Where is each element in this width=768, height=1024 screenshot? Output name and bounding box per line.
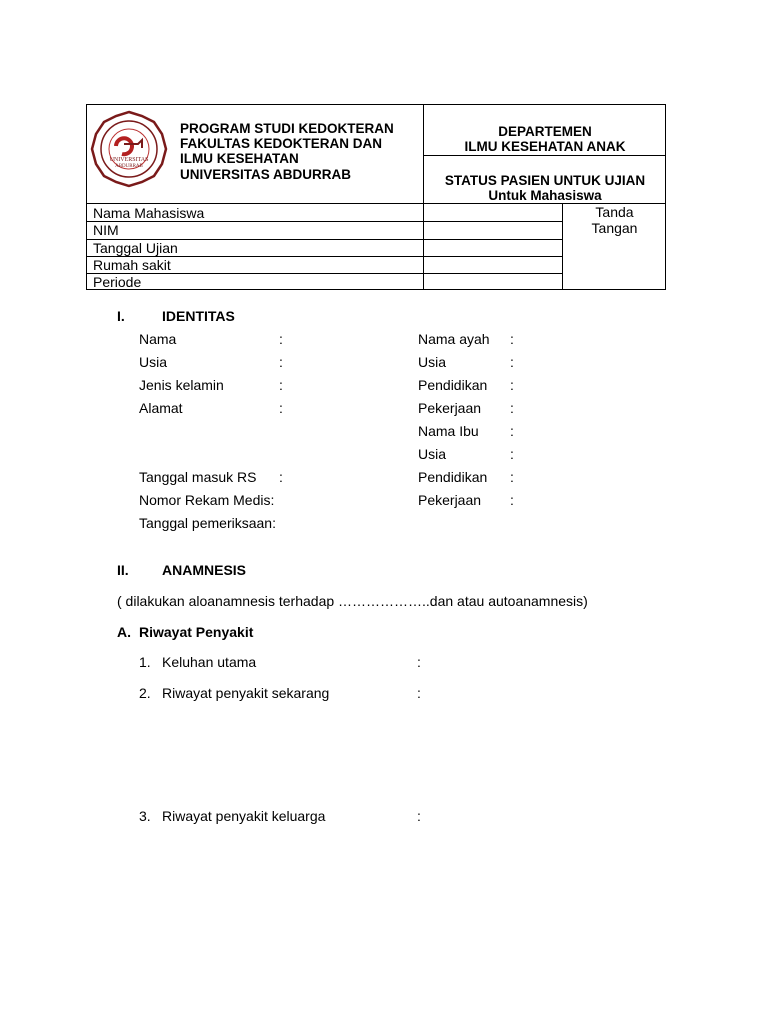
field-nama-ibu-label: Nama Ibu bbox=[418, 423, 479, 439]
program-line-3: ILMU KESEHATAN bbox=[180, 151, 299, 166]
university-logo-icon bbox=[90, 110, 168, 188]
field-pendidikan-ayah-sep: : bbox=[510, 377, 514, 393]
logo-text-1: UNIVERSITAS bbox=[109, 157, 149, 163]
field-pekerjaan-ayah-label: Pekerjaan bbox=[418, 400, 482, 416]
item-1-number: 1. bbox=[139, 654, 151, 670]
section-1-number: I. bbox=[117, 308, 125, 324]
status-line-1: STATUS PASIEN UNTUK UJIAN bbox=[444, 173, 646, 188]
field-nama-ayah-label: Nama ayah bbox=[418, 331, 490, 347]
subsection-a-title: Riwayat Penyakit bbox=[139, 624, 254, 640]
field-usia-sep: : bbox=[279, 354, 283, 370]
field-pekerjaan-ayah-sep: : bbox=[510, 400, 514, 416]
anamnesis-note: ( dilakukan aloanamnesis terhadap ………………..dan atau autoanamnesis) bbox=[117, 593, 588, 609]
logo-text-2: ABDURRAB bbox=[115, 164, 143, 169]
field-nama-ayah-sep: : bbox=[510, 331, 514, 347]
item-2-label: Riwayat penyakit sekarang bbox=[162, 685, 330, 701]
section-2-title: ANAMNESIS bbox=[162, 562, 247, 578]
field-tanggal-masuk-sep: : bbox=[279, 469, 283, 485]
divider-dept bbox=[423, 155, 666, 156]
field-nomor-rekam-medis: Nomor Rekam Medis: bbox=[139, 492, 275, 508]
field-usia-ayah-sep: : bbox=[510, 354, 514, 370]
department-line-2: ILMU KESEHATAN ANAK bbox=[464, 139, 626, 154]
field-pekerjaan-ibu-label: Pekerjaan bbox=[418, 492, 482, 508]
program-line-4: UNIVERSITAS ABDURRAB bbox=[180, 167, 352, 182]
field-nama-sep: : bbox=[279, 331, 283, 347]
field-usia-label: Usia bbox=[139, 354, 168, 370]
field-jenis-kelamin-label: Jenis kelamin bbox=[139, 377, 224, 393]
row-rumah-sakit: Rumah sakit bbox=[93, 257, 171, 273]
program-line-1: PROGRAM STUDI KEDOKTERAN bbox=[180, 121, 394, 136]
item-3-label: Riwayat penyakit keluarga bbox=[162, 808, 326, 824]
row-periode: Periode bbox=[93, 274, 142, 290]
field-nama-ibu-sep: : bbox=[510, 423, 514, 439]
program-line-2: FAKULTAS KEDOKTERAN DAN bbox=[180, 136, 382, 151]
signature-line-2: Tangan bbox=[591, 220, 638, 236]
row-nim: NIM bbox=[93, 222, 119, 238]
item-2-sep: : bbox=[417, 685, 421, 701]
field-pekerjaan-ibu-sep: : bbox=[510, 492, 514, 508]
section-2-number: II. bbox=[117, 562, 129, 578]
item-1-label: Keluhan utama bbox=[162, 654, 257, 670]
divider-row-4 bbox=[86, 273, 562, 274]
divider-row-1 bbox=[86, 221, 562, 222]
field-usia-ibu-label: Usia bbox=[418, 446, 447, 462]
field-jenis-kelamin-sep: : bbox=[279, 377, 283, 393]
department-line-1: DEPARTEMEN bbox=[498, 124, 592, 139]
item-1-sep: : bbox=[417, 654, 421, 670]
signature-line-1: Tanda bbox=[595, 204, 634, 220]
item-3-number: 3. bbox=[139, 808, 151, 824]
field-usia-ayah-label: Usia bbox=[418, 354, 447, 370]
field-alamat-sep: : bbox=[279, 400, 283, 416]
item-3-sep: : bbox=[417, 808, 421, 824]
row-nama-mahasiswa: Nama Mahasiswa bbox=[93, 205, 205, 221]
field-usia-ibu-sep: : bbox=[510, 446, 514, 462]
item-2-number: 2. bbox=[139, 685, 151, 701]
field-nama-label: Nama bbox=[139, 331, 177, 347]
subsection-a-label: A. bbox=[117, 624, 131, 640]
field-tanggal-pemeriksaan: Tanggal pemeriksaan: bbox=[139, 515, 276, 531]
status-line-2: Untuk Mahasiswa bbox=[488, 188, 602, 203]
field-pendidikan-ayah-label: Pendidikan bbox=[418, 377, 488, 393]
field-alamat-label: Alamat bbox=[139, 400, 183, 416]
field-pendidikan-ibu-label: Pendidikan bbox=[418, 469, 488, 485]
field-tanggal-masuk-label: Tanggal masuk RS bbox=[139, 469, 257, 485]
section-1-title: IDENTITAS bbox=[162, 308, 235, 324]
row-tanggal-ujian: Tanggal Ujian bbox=[93, 240, 178, 256]
field-pendidikan-ibu-sep: : bbox=[510, 469, 514, 485]
